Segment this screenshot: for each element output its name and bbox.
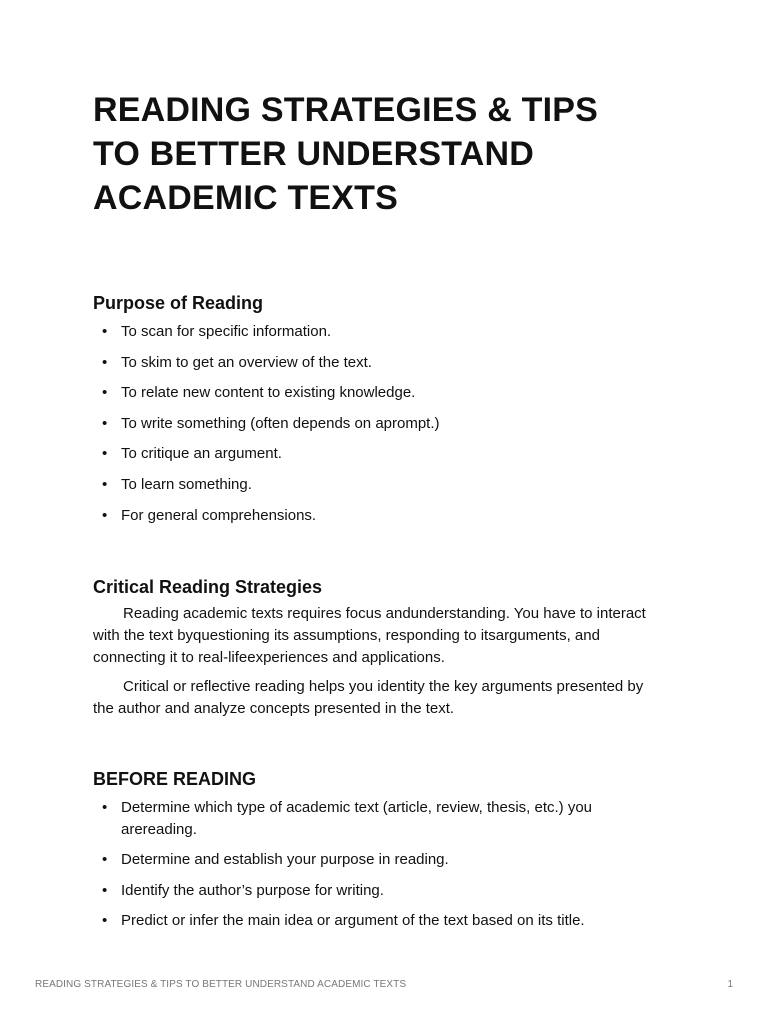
bullet-icon: • [102, 506, 108, 524]
before-reading-list [93, 797, 663, 933]
title-line-2: TO BETTER UNDERSTAND [93, 135, 534, 173]
bullet-icon: • [102, 475, 108, 493]
critical-heading: Critical Reading Strategies [93, 576, 323, 597]
list-item-text: To scan for specific information. [121, 323, 332, 340]
list-item [93, 880, 663, 902]
running-footer-title: READING STRATEGIES & TIPS TO BETTER UNDERSTAND ACADEMIC TEXTS [35, 979, 407, 990]
bullet-icon: • [102, 323, 108, 340]
document-page [93, 88, 663, 941]
bullet-icon: • [102, 851, 108, 869]
list-item-text: To skim to get an overview of the text. [121, 353, 372, 371]
list-item [93, 382, 663, 404]
list-item [93, 352, 663, 374]
bullet-icon: • [102, 912, 108, 930]
bullet-icon: • [102, 798, 108, 816]
list-item [93, 321, 663, 343]
list-item-text: Determine which type of academic text (article, review, thesis, etc.) you arereading. [121, 798, 593, 838]
bullet-icon: • [102, 384, 108, 402]
document-title [93, 88, 663, 220]
title-line-3: ACADEMIC TEXTS [93, 179, 399, 217]
list-item [93, 413, 663, 435]
before-reading-heading: BEFORE READING [93, 768, 257, 789]
list-item-text: To critique an argument. [121, 445, 282, 463]
list-item-text: For general comprehensions. [121, 506, 317, 524]
bullet-icon: • [102, 414, 108, 432]
list-item-text: To learn something. [121, 475, 252, 493]
critical-paragraph-2: Critical or reflective reading helps you identity the key arguments presented by the author and analyze concepts presented in the text. [93, 677, 644, 717]
list-item [93, 797, 663, 841]
list-item-text: To relate new content to existing knowledge. [121, 384, 416, 402]
bullet-icon: • [102, 881, 108, 899]
title-line-1: READING STRATEGIES & TIPS [93, 91, 598, 129]
list-item [93, 910, 663, 932]
list-item-text: To write something (often depends on aprompt.) [121, 414, 440, 432]
purpose-heading: Purpose of Reading [93, 293, 264, 313]
list-item [93, 849, 663, 871]
list-item-text: Identify the author’s purpose for writing. [121, 881, 384, 899]
critical-paragraph-1: Reading academic texts requires focus andunderstanding. You have to interact with the text byquestioning its assumptions, responding to itsarguments, and connecting it to real-lifeexperiences and applications. [93, 604, 646, 666]
list-item-text: Determine and establish your purpose in reading. [121, 851, 449, 869]
list-item [93, 474, 663, 496]
page-number: 1 [727, 979, 733, 990]
bullet-icon: • [102, 445, 108, 463]
list-item [93, 505, 663, 527]
list-item [93, 443, 663, 465]
bullet-icon: • [102, 353, 108, 371]
list-item-text: Predict or infer the main idea or argument of the text based on its title. [121, 912, 585, 930]
purpose-list [93, 321, 663, 527]
